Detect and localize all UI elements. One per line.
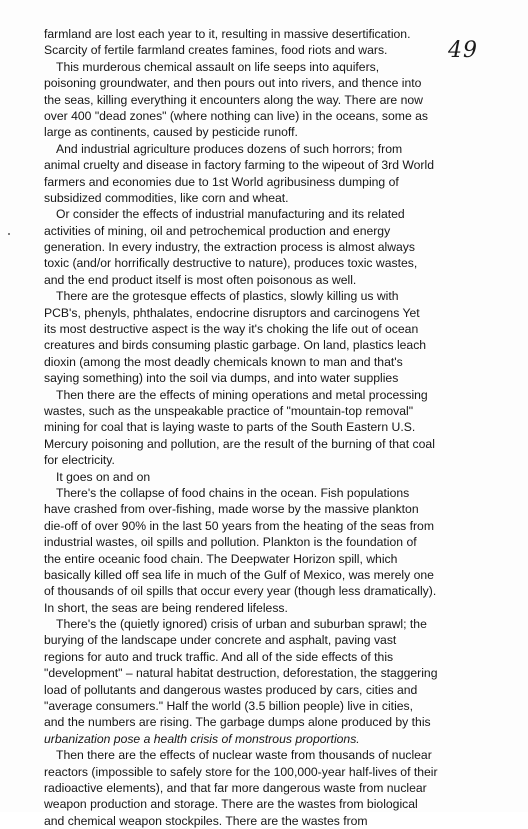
- text-line: toxic (and/or horrifically destructive to nature), produces toxic wastes,: [44, 256, 418, 271]
- text-line: urbanization pose a health crisis of monstrous proportions.: [44, 731, 360, 746]
- paragraph-start-line: Then there are the effects of mining operations and metal processing: [56, 387, 428, 402]
- text-line: PCB's, phenyls, phthalates, endocrine disruptors and carcinogens Yet: [44, 305, 420, 320]
- text-line: die-off of over 90% in the last 50 years from the heating of the seas from: [44, 518, 434, 533]
- scan-speck: [8, 233, 10, 235]
- page-number: 49: [448, 38, 478, 63]
- paragraph-start-line: And industrial agriculture produces dozens of such horrors; from: [56, 141, 403, 156]
- text-line: creatures and birds consuming plastic garbage. On land, plastics leach: [44, 338, 427, 353]
- paragraph-start-line: It goes on and on: [56, 469, 151, 484]
- paragraph-start-line: Or consider the effects of industrial manufacturing and its related: [56, 207, 405, 222]
- text-line: of thousands of oil spills that occur every year (though less dramatically).: [44, 584, 437, 599]
- text-line: large as continents, caused by pesticide runoff.: [44, 125, 298, 140]
- paragraph-start-line: There's the collapse of food chains in the ocean. Fish populations: [56, 485, 410, 500]
- text-line: animal cruelty and disease in factory farming to the wipeout of 3rd World: [44, 158, 434, 173]
- text-line: farmers and economies due to 1st World agribusiness dumping of: [44, 174, 399, 189]
- paragraph-start-line: There's the (quietly ignored) crisis of urban and suburban sprawl; the: [56, 617, 427, 632]
- text-line: activities of mining, oil and petrochemical production and energy: [44, 223, 391, 238]
- text-line: and the end product itself is most often poisonous as well.: [44, 272, 357, 287]
- text-line: regions for auto and truck traffic. And all of the side effects of this: [44, 649, 394, 664]
- text-line: weapon production and storage. There are the wastes from biological: [44, 797, 418, 812]
- paragraph-start-line: This murderous chemical assault on life seeps into aquifers,: [56, 59, 380, 74]
- text-line: poisoning groundwater, and then pours out into rivers, and thence into: [44, 76, 422, 91]
- text-line: Scarcity of fertile farmland creates famines, food riots and wars.: [44, 43, 388, 58]
- paragraph-start-line: Then there are the effects of nuclear waste from thousands of nuclear: [56, 748, 432, 763]
- text-line: and the numbers are rising. The garbage dumps alone produced by this: [44, 715, 431, 730]
- text-line: industrial wastes, oil spills and pollution. Plankton is the foundation of: [44, 535, 417, 550]
- text-line: and chemical weapon stockpiles. There are the wastes from: [44, 813, 368, 828]
- text-line: reactors (impossible to safely store for the 100,000-year half-lives of their: [44, 764, 438, 779]
- paragraph-start-line: There are the grotesque effects of plastics, slowly killing us with: [56, 289, 399, 304]
- text-line: over 400 "dead zones" (where nothing can live) in the oceans, some as: [44, 108, 428, 123]
- text-line: subsidized commodities, like corn and wheat.: [44, 190, 289, 205]
- text-line: the entire oceanic food chain. The Deepwater Horizon spill, which: [44, 551, 398, 566]
- text-line: dioxin (among the most deadly chemicals known to man and that's: [44, 354, 403, 369]
- text-line: Mercury poisoning and pollution, are the result of the burning of that coal: [44, 436, 435, 451]
- body-text: [44, 26, 500, 829]
- text-line: generation. In every industry, the extraction process is almost always: [44, 240, 415, 255]
- text-line: "development" – natural habitat destruction, deforestation, the staggering: [44, 666, 438, 681]
- text-line: burying of the landscape under concrete and asphalt, paving vast: [44, 633, 397, 648]
- text-line: mining for coal that is laying waste to parts of the South Eastern U.S.: [44, 420, 416, 435]
- text-line: its most destructive aspect is the way it's choking the life out of ocean: [44, 322, 419, 337]
- text-line: saying something) into the soil via dumps, and into water supplies: [44, 371, 399, 386]
- text-line: for electricity.: [44, 453, 115, 468]
- text-line: "average consumers." Half the world (3.5 billion people) live in cities,: [44, 699, 414, 714]
- text-line: load of pollutants and dangerous wastes produced by cars, cities and: [44, 682, 418, 697]
- text-line: In short, the seas are being rendered lifeless.: [44, 600, 288, 615]
- text-line: farmland are lost each year to it, resulting in massive desertification.: [44, 27, 411, 41]
- text-line: radioactive elements), and that far more dangerous waste from nuclear: [44, 780, 427, 795]
- text-line: wastes, such as the unspeakable practice of "mountain-top removal": [44, 403, 414, 418]
- text-line: the seas, killing everything it encounters along the way. There are now: [44, 92, 423, 107]
- text-line: basically killed off sea life in much of the Gulf of Mexico, was merely one: [44, 567, 434, 582]
- text-line: have crashed from over-fishing, made worse by the massive plankton: [44, 502, 419, 517]
